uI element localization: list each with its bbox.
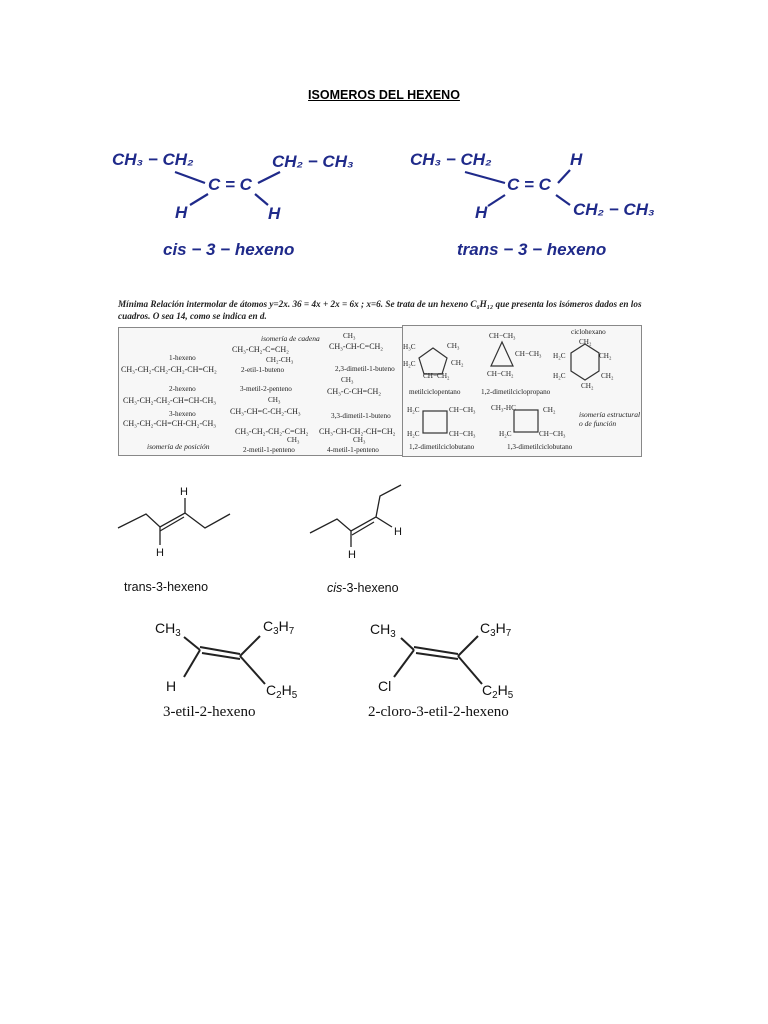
trans-right-group: CH₂ − CH₃	[573, 200, 655, 219]
b2-tl: $CH_3$	[370, 621, 396, 640]
chain-5-sub: CH₃	[341, 376, 354, 384]
chain-3-name: 2-metil-1-penteno	[243, 446, 295, 454]
cis-h-left: H	[175, 203, 188, 222]
b1-bl: H	[166, 678, 177, 694]
chain-1-name: 2-etil-1-buteno	[241, 366, 285, 374]
struct-label: isomería estructural o de función	[579, 410, 641, 428]
right-isomer-panel: H₃C CH₃ H₂C CH₂ CH−CH₂ metilciclopentano CH−CH₃ CH−CH₃ CH−CH₂ 1,2-dimetilciclopropano ciclohexano CH₂ CH₂ H₂C H₂C CH₂ CH₂ H₂C CH−CH₃ H₂C CH−CH₃ 1,2-dimetilciclobutano CH₃-HC CH₂ H₂C CH−CH₃ 1,3-dimetilciclobutano isomería estructural o de función	[402, 325, 642, 457]
chain-1-formula: CH₃-CH₂-C=CH₂	[232, 345, 289, 354]
b1-br: $C_2H_5$	[266, 682, 298, 701]
cis-right-group: CH₂ − CH₃	[272, 152, 354, 171]
chain-6-name: 4-metil-1-penteno	[327, 446, 379, 454]
chain-4-name: 2,3-dimetil-1-buteno	[335, 365, 395, 373]
chain-1-sub: CH₂-CH₃	[266, 356, 294, 364]
trans-h-left: H	[475, 203, 488, 222]
cis-h-right-label: H	[394, 526, 402, 538]
cis-caption: cis-3-hexeno	[327, 581, 399, 595]
item-1-formula: CH₃-CH₂-CH₂-CH₂-CH=CH₂	[121, 365, 217, 374]
chain-6-sub: CH₃	[353, 436, 366, 444]
item-1-name: 1-hexeno	[169, 354, 196, 362]
intro-text: Mínima Relación intermolar de átomos y=2x. 36 = 4x + 2x = 6x ; x=6. Se trata de un hexeno C₆H₁₂ que presenta los isómeros dados en los cuadros. O sea 14, como se indica en d.	[118, 299, 642, 321]
chain-label: isomería de cadena	[261, 334, 320, 343]
chain-2-name: 3-metil-2-penteno	[240, 385, 292, 393]
trans-name: trans − 3 − hexeno	[457, 240, 607, 259]
cyclo-label: ciclohexano	[571, 328, 606, 336]
trans-h-bottom-label: H	[156, 547, 164, 559]
chain-4-formula: CH₃-CH-C=CH₂	[329, 342, 384, 351]
chain-5-name: 3,3-dimetil-1-buteno	[331, 412, 391, 420]
ring-1-name: metilciclopentano	[409, 388, 461, 396]
chain-3-formula: CH₃-CH₂-CH₂-C=CH₂	[235, 427, 309, 436]
chain-5-formula: CH₃-C-CH=CH₂	[327, 387, 382, 396]
b2-br: $C_2H_5$	[482, 682, 514, 701]
chain-2-sub: CH₃	[268, 396, 281, 404]
chain-4-sub: CH₃	[343, 332, 356, 340]
cis-h-bottom-label: H	[348, 549, 356, 561]
trans-caption: trans-3-hexeno	[124, 580, 209, 594]
trans-h-top: H	[570, 150, 583, 169]
item-3-name: 3-hexeno	[169, 410, 196, 418]
ring-4-name: 1,3-dimetilciclobutano	[507, 443, 573, 451]
b2-name: 2-cloro-3-etil-2-hexeno	[368, 704, 509, 720]
b1-name: 3-etil-2-hexeno	[163, 704, 256, 720]
b1-tl: $CH_3$	[155, 620, 181, 639]
b2-bl: Cl	[378, 678, 392, 694]
chain-3-sub: CH₃	[287, 436, 300, 444]
cis-double-bond: C = C	[208, 175, 252, 194]
page-title: ISOMEROS DEL HEXENO	[308, 88, 460, 102]
b1-tr: $C_3H_7$	[263, 618, 295, 637]
trans-h-top-label: H	[180, 486, 188, 498]
ring-3-name: 1,2-dimetilciclobutano	[409, 443, 475, 451]
chain-2-formula: CH₃-CH=C-CH₂-CH₃	[230, 407, 301, 416]
ring-2-name: 1,2-dimetilciclopropano	[481, 388, 551, 396]
cis-name: cis − 3 − hexeno	[163, 240, 295, 259]
item-2-name: 2-hexeno	[169, 385, 196, 393]
chain-6-formula: CH₃-CH-CH₂-CH=CH₂	[319, 427, 396, 436]
cis-left-group: CH₃ − CH₂	[112, 150, 194, 169]
position-label: isomería de posición	[147, 442, 210, 451]
cis-h-right: H	[268, 204, 281, 223]
item-2-formula: CH₃-CH₂-CH₂-CH=CH-CH₃	[123, 396, 217, 405]
trans-left-group: CH₃ − CH₂	[410, 150, 492, 169]
item-3-formula: CH₃-CH₂-CH=CH-CH₂-CH₃	[123, 419, 217, 428]
trans-double-bond: C = C	[507, 175, 551, 194]
b2-tr: $C_3H_7$	[480, 620, 512, 639]
